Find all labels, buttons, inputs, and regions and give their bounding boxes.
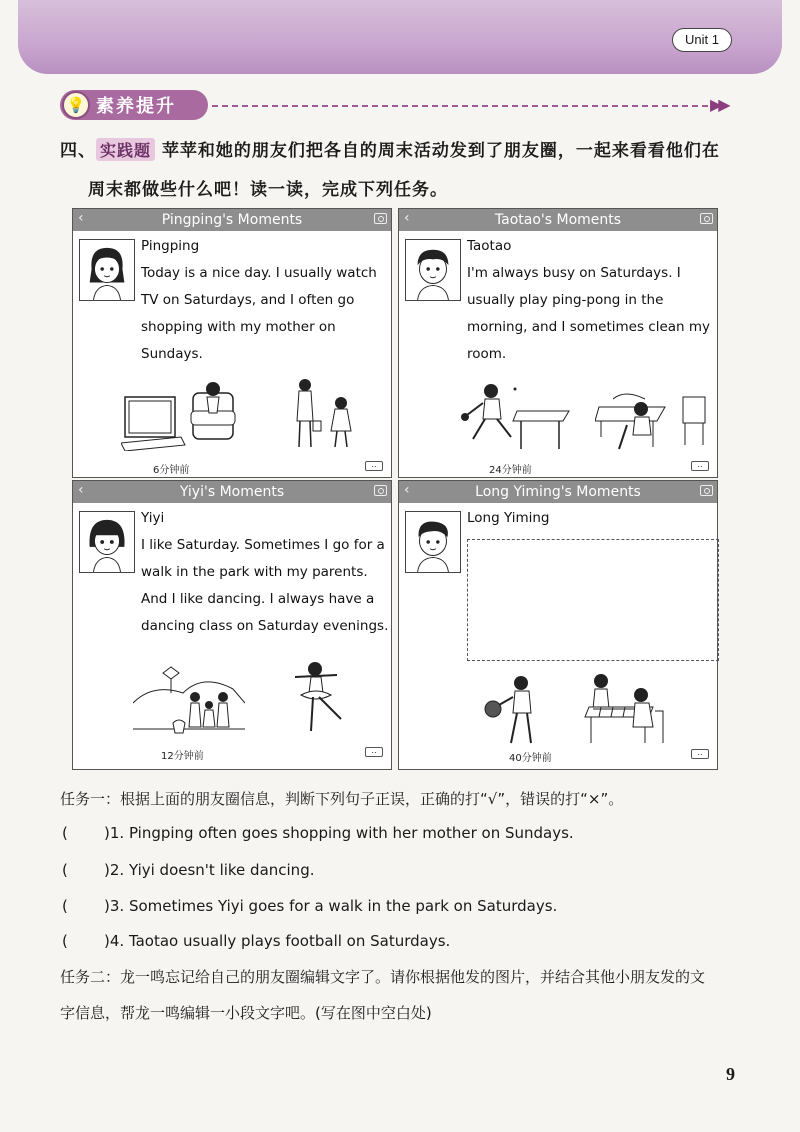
tv-watching-illustration bbox=[121, 375, 241, 451]
judge-item-1 bbox=[62, 824, 574, 842]
moment-body: I like Saturday. Sometimes I go for a walk in the park with my parents. And I like dancing. I always have a dancing class on Saturday evenings. bbox=[141, 537, 389, 634]
moment-card-taotao bbox=[398, 208, 718, 478]
moment-title-bar bbox=[73, 209, 391, 231]
judge-statement: 1. Pingping often goes shopping with her mother on Sundays. bbox=[109, 824, 574, 842]
moment-author: Long Yiming bbox=[467, 510, 550, 526]
draft-text-box[interactable] bbox=[467, 539, 719, 661]
task2-line-1: 任务二：龙一鸣忘记给自己的朋友圈编辑文字了。请你根据他发的图片，并结合其他小朋友发的文 bbox=[60, 968, 706, 986]
moment-card-long-yiming bbox=[398, 480, 718, 770]
time-ago: 24分钟前 bbox=[489, 465, 532, 476]
question-line-2: 周末都做些什么吧！读一读，完成下列任务。 bbox=[88, 180, 448, 200]
avatar-long-yiming bbox=[405, 511, 461, 573]
lightbulb-icon: 💡 bbox=[62, 91, 90, 119]
moment-title-bar bbox=[73, 481, 391, 503]
section-title: 素养提升 bbox=[96, 96, 176, 117]
answer-paren-close: ) bbox=[104, 824, 110, 842]
basketball-illustration bbox=[481, 673, 551, 747]
answer-paren-open[interactable]: ( bbox=[62, 897, 68, 915]
avatar-yiyi bbox=[79, 511, 135, 573]
moment-title: Pingping's Moments bbox=[161, 212, 303, 228]
answer-paren-close: ) bbox=[104, 897, 110, 915]
back-chevron-icon[interactable]: ‹ bbox=[404, 210, 410, 226]
task2-line-2: 字信息，帮龙一鸣编辑一小段文字吧。(写在图中空白处) bbox=[60, 1004, 432, 1022]
time-ago: 40分钟前 bbox=[509, 753, 552, 764]
moment-author: Yiyi bbox=[141, 510, 165, 526]
dancing-illustration bbox=[281, 659, 357, 739]
moment-text bbox=[141, 505, 391, 640]
camera-icon[interactable] bbox=[700, 213, 713, 224]
moment-title: Taotao's Moments bbox=[494, 212, 622, 228]
moment-card-pingping bbox=[72, 208, 392, 478]
chess-illustration bbox=[579, 671, 667, 747]
more-button[interactable]: ‥ bbox=[691, 749, 709, 759]
moment-title-bar bbox=[399, 481, 717, 503]
moment-title: Long Yiming's Moments bbox=[475, 484, 641, 500]
answer-paren-close: ) bbox=[104, 861, 110, 879]
question-line-1 bbox=[60, 136, 720, 161]
moment-title: Yiyi's Moments bbox=[179, 484, 285, 500]
moment-body: Today is a nice day. I usually watch TV on Saturdays, and I often go shopping with my mother on Sundays. bbox=[141, 265, 377, 362]
section-header bbox=[60, 90, 740, 122]
time-ago: 6分钟前 bbox=[153, 465, 190, 476]
moment-author: Taotao bbox=[467, 238, 512, 254]
back-chevron-icon[interactable]: ‹ bbox=[404, 482, 410, 498]
section-pill bbox=[60, 90, 208, 120]
top-band bbox=[18, 0, 782, 74]
judge-item-3 bbox=[62, 897, 557, 915]
judge-statement: 3. Sometimes Yiyi goes for a walk in the park on Saturdays. bbox=[109, 897, 558, 915]
ping-pong-illustration bbox=[451, 381, 571, 451]
moment-text bbox=[467, 233, 717, 368]
more-button[interactable]: ‥ bbox=[365, 747, 383, 757]
back-chevron-icon[interactable]: ‹ bbox=[78, 482, 84, 498]
cleaning-room-illustration bbox=[595, 377, 717, 453]
judge-item-4 bbox=[62, 932, 450, 950]
answer-paren-open[interactable]: ( bbox=[62, 824, 68, 842]
moment-title-bar bbox=[399, 209, 717, 231]
question-number: 四、 bbox=[60, 141, 96, 161]
page-number: 9 bbox=[726, 1064, 735, 1084]
camera-icon[interactable] bbox=[700, 485, 713, 496]
answer-paren-open[interactable]: ( bbox=[62, 932, 68, 950]
moment-body: I'm always busy on Saturdays. I usually play ping-pong in the morning, and I sometimes clean my room. bbox=[467, 265, 711, 362]
moment-author: Pingping bbox=[141, 238, 200, 254]
judge-statement: 2. Yiyi doesn't like dancing. bbox=[109, 861, 315, 879]
question-text-1: 苹苹和她的朋友们把各自的周末活动发到了朋友圈，一起来看看他们在 bbox=[161, 141, 720, 161]
more-button[interactable]: ‥ bbox=[691, 461, 709, 471]
moment-text bbox=[141, 233, 391, 368]
answer-paren-open[interactable]: ( bbox=[62, 861, 68, 879]
park-walk-illustration bbox=[133, 663, 245, 741]
judge-item-2 bbox=[62, 861, 314, 879]
avatar-taotao bbox=[405, 239, 461, 301]
moment-text bbox=[467, 505, 717, 532]
back-chevron-icon[interactable]: ‹ bbox=[78, 210, 84, 226]
camera-icon[interactable] bbox=[374, 213, 387, 224]
judge-statement: 4. Taotao usually plays football on Saturdays. bbox=[109, 932, 451, 950]
avatar-pingping bbox=[79, 239, 135, 301]
time-ago: 12分钟前 bbox=[161, 751, 204, 762]
shopping-illustration bbox=[291, 377, 361, 453]
dashed-divider bbox=[212, 105, 708, 107]
question-type-badge: 实践题 bbox=[96, 138, 155, 161]
more-button[interactable]: ‥ bbox=[365, 461, 383, 471]
task1-title: 任务一：根据上面的朋友圈信息，判断下列句子正误，正确的打“√”，错误的打“×”。 bbox=[60, 790, 624, 808]
camera-icon[interactable] bbox=[374, 485, 387, 496]
unit-tab: Unit 1 bbox=[672, 28, 732, 52]
moment-card-yiyi bbox=[72, 480, 392, 770]
double-arrow-icon: ▶▶ bbox=[710, 95, 727, 114]
answer-paren-close: ) bbox=[104, 932, 110, 950]
